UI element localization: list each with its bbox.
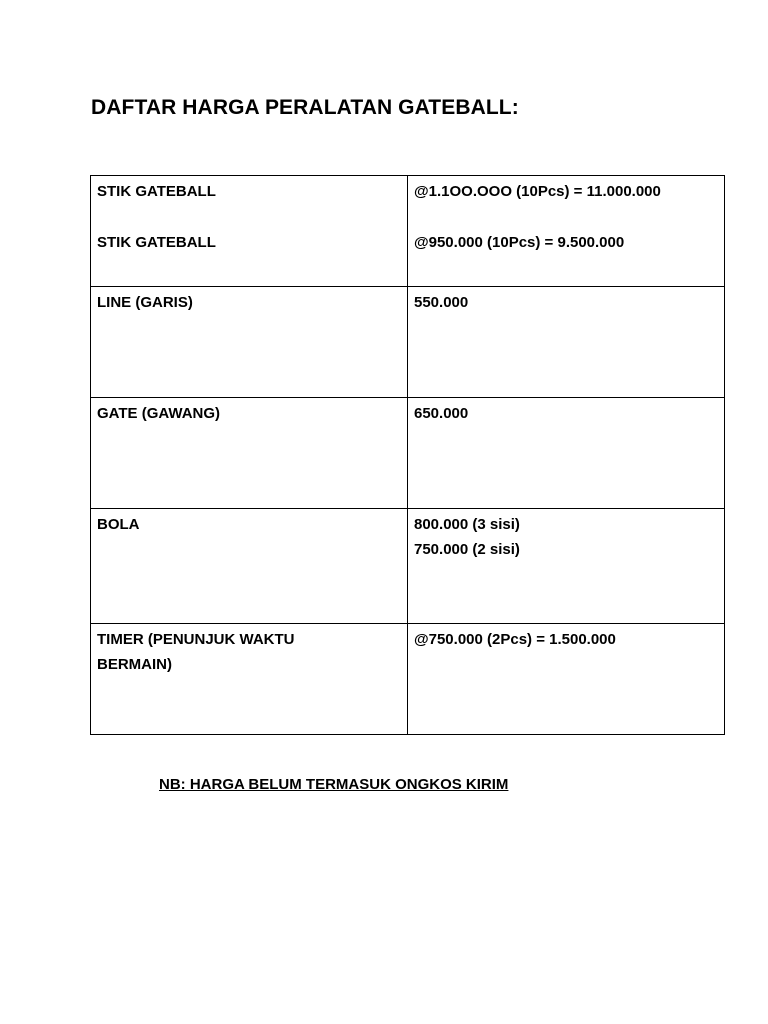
shipping-note: NB: HARGA BELUM TERMASUK ONGKOS KIRIM: [159, 776, 509, 793]
item-name: GATE (GAWANG): [97, 405, 221, 422]
item-cell: [91, 398, 408, 509]
table-row: [91, 287, 725, 398]
table-row: [91, 176, 725, 287]
price-cell: [408, 398, 725, 509]
item-cell: [91, 509, 408, 624]
item-cell: [91, 176, 408, 287]
price-value: @1.1OO.OOO (10Pcs) = 11.000.000: [414, 183, 661, 200]
table-row: [91, 398, 725, 509]
price-value: 650.000: [414, 405, 469, 422]
item-name: STIK GATEBALL: [97, 234, 216, 251]
price-cell: [408, 509, 725, 624]
price-value: 750.000 (2 sisi): [414, 541, 520, 558]
item-name: TIMER (PENUNJUK WAKTU BERMAIN): [97, 631, 295, 673]
item-cell: [91, 287, 408, 398]
price-cell: [408, 176, 725, 287]
item-cell: [91, 624, 408, 735]
price-table: [90, 175, 725, 735]
page-title: DAFTAR HARGA PERALATAN GATEBALL:: [91, 96, 519, 119]
price-value: @950.000 (10Pcs) = 9.500.000: [414, 234, 625, 251]
price-value: 550.000: [414, 294, 469, 311]
price-cell: [408, 287, 725, 398]
price-value: @750.000 (2Pcs) = 1.500.000: [414, 631, 616, 648]
item-name: LINE (GARIS): [97, 294, 193, 311]
table-row: [91, 509, 725, 624]
table-row: [91, 624, 725, 735]
item-name: BOLA: [97, 516, 140, 533]
price-value: 800.000 (3 sisi): [414, 516, 520, 533]
item-name: STIK GATEBALL: [97, 183, 216, 200]
price-cell: [408, 624, 725, 735]
